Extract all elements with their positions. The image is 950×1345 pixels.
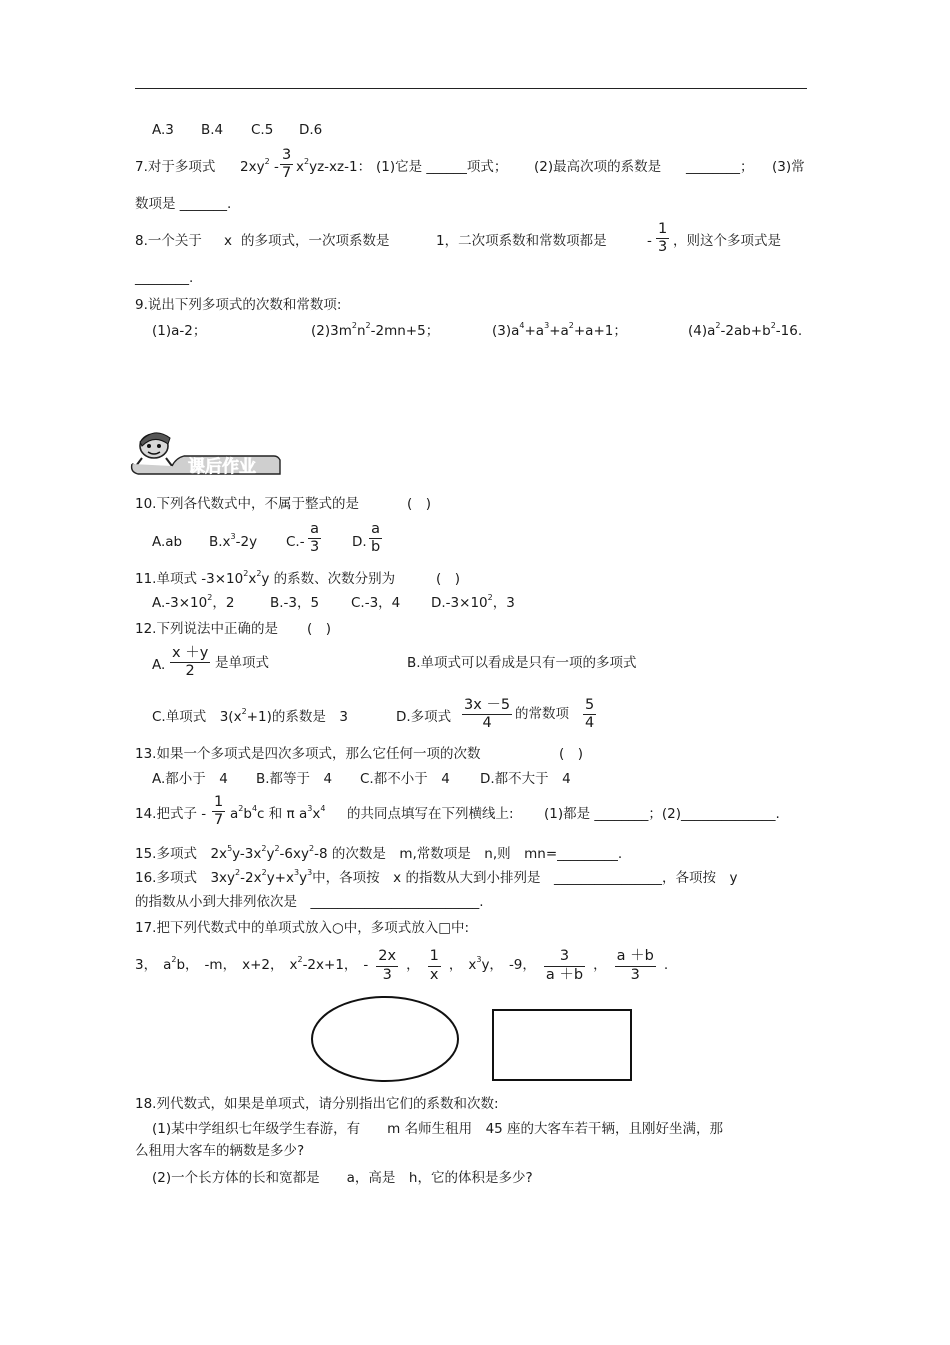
q8-text-one: 1，二次项系数和常数项都是 [436, 233, 607, 249]
q15-text: 15.多项式 $2x^5y-3x^2y^2-6xy^2-8$ 的次数是 m,常数项是 n,则 mn=_________. [135, 844, 623, 862]
q10-paren: ( ) [407, 496, 432, 512]
q8-text3: ，则这个多项式是 [673, 233, 781, 249]
q8-text2: 的多项式，一次项系数是 [241, 233, 390, 249]
q17-title: 17.把下列代数式中的单项式放入○中，多项式放入□中: [135, 920, 470, 936]
polynomial-square [492, 1009, 632, 1081]
q13-option-c: C.都不小于 4 [360, 771, 450, 787]
q10-option-d: D. [352, 534, 367, 550]
q9-item-3: $(3)a^4+a^3+a^2+a+1$； [492, 321, 627, 339]
q7-prefix: 7.对于多项式 [135, 159, 216, 175]
q14-post: 的共同点填写在下列横线上: [347, 806, 514, 822]
q12-option-a-label: A. [152, 657, 166, 673]
q18-part1-line2: 么租用大客车的辆数是多少? [135, 1143, 305, 1159]
q18-title: 18.列代数式，如果是单项式，请分别指出它们的系数和次数: [135, 1096, 499, 1112]
q14-fraction: $\frac{1}{7}$ [214, 794, 224, 829]
q12-title: 12.下列说法中正确的是 [135, 621, 278, 637]
q10-option-b: $B.x^3-2y$ [209, 532, 258, 550]
q12-option-c: C.单项式 $3(x^2+1)$的系数是 3 [152, 707, 348, 725]
q7-fraction: $\frac{3}{7}$ [282, 147, 292, 182]
q7-part2: (2)最高次项的系数是 [534, 159, 662, 175]
q14-expr: $a^2b^4c$ 和 π $a^3x^4$ [230, 804, 326, 822]
q11-option-b: B.-3，5 [270, 595, 320, 611]
q8-line2: ________. [135, 270, 194, 286]
q18-part2: (2)一个长方体的长和宽都是 a，高是 h，它的体积是多少? [152, 1170, 533, 1186]
q12-paren: ( ) [307, 621, 332, 637]
q13-option-a: A.都小于 4 [152, 771, 228, 787]
q7-part3: (3)常 [772, 159, 805, 175]
q9-item-1: (1)a-2； [152, 323, 207, 339]
q17-expression-list: 3， $a^2b$， -m， x+2， $x^2-2x+1$， - $\frac{2x}{3}$ ， $\frac{1}{x}$ ， $x^3y$， -9， $\frac{3}{a +b}$ ， $\frac{a +b}{3}$ . [135, 948, 669, 983]
q12-option-d-fraction2: $\frac{5}{4}$ [585, 697, 595, 732]
q12-option-d-fraction: $\frac{3x -5}{4}$ [464, 697, 511, 732]
q18-part1: (1)某中学组织七年级学生春游，有 m 名师生租用 45 座的大客车若干辆，且刚好坐满，那 [152, 1121, 724, 1137]
q12-option-b: B.单项式可以看成是只有一项的多项式 [407, 655, 637, 671]
q12-option-d-text2: 的常数项 [515, 706, 569, 722]
q10-title: 10.下列各代数式中，不属于整式的是 [135, 496, 359, 512]
q14-blanks: (1)都是 ________；(2)______________. [544, 806, 780, 822]
q13-paren: ( ) [559, 746, 584, 762]
q16-line2: 的指数从小到大排列依次是 _________________________. [135, 894, 484, 910]
q9-item-2: $(2)3m^2n^2-2mn+5$； [311, 321, 440, 339]
q12-option-a-text: 是单项式 [215, 655, 269, 671]
q8-fraction: $\frac{1}{3}$ [658, 221, 668, 256]
header-rule [135, 88, 807, 89]
q9-item-4: $(4)a^2-2ab+b^2-16$. [688, 321, 803, 339]
q14-prefix: 14.把式子 - [135, 806, 207, 822]
q8-var: x [224, 233, 232, 249]
q16-text: 16.多项式 $3xy^2-2x^2y+x^3y^3$中，各项按 x 的指数从大到小排列是 ________________，各项按 y [135, 868, 738, 886]
q13-title: 13.如果一个多项式是四次多项式，那么它任何一项的次数 [135, 746, 481, 762]
q12-option-a-fraction: $\frac{x +y}{2}$ [172, 645, 209, 680]
q11-option-a: $A.-3\times 10^2$，2 [152, 593, 235, 611]
q6-option-b: B.4 [201, 122, 224, 138]
q12-option-d-text: D.多项式 [396, 709, 452, 725]
q11-title: 11.单项式 $-3\times 10^2x^2y$ 的系数、次数分别为 [135, 569, 396, 587]
q10-option-d-fraction: $\frac{a}{b}$ [371, 521, 381, 556]
q7-poly: $2xy^2$ - [240, 157, 279, 175]
logo-text: 课后作业 [188, 457, 256, 477]
q6-option-a: A.3 [152, 122, 174, 138]
monomial-circle [308, 995, 463, 1085]
q6-option-d: D.6 [299, 122, 323, 138]
q10-option-c: C.- [286, 534, 305, 550]
q8-minus: - [647, 233, 652, 249]
homework-logo-icon [128, 424, 284, 480]
q11-option-d: $D.-3\times 10^2$，3 [431, 593, 515, 611]
q13-option-b: B.都等于 4 [256, 771, 333, 787]
q10-option-a: A.ab [152, 534, 183, 550]
q7-poly-rest: $x^2yz-xz-1$： [296, 157, 372, 175]
q10-option-c-fraction: $\frac{a}{3}$ [310, 521, 320, 556]
q7-part1: (1)它是 ______项式； [376, 159, 508, 175]
q8-text1: 8.一个关于 [135, 233, 202, 249]
q13-option-d: D.都不大于 4 [480, 771, 571, 787]
q6-option-c: C.5 [251, 122, 274, 138]
q11-option-c: C.-3，4 [351, 595, 401, 611]
q9-title: 9.说出下列多项式的次数和常数项: [135, 297, 342, 313]
q7-blank2: ________； [686, 159, 754, 175]
q7-line2: 数项是 _______. [135, 196, 232, 212]
q11-paren: ( ) [436, 571, 461, 587]
